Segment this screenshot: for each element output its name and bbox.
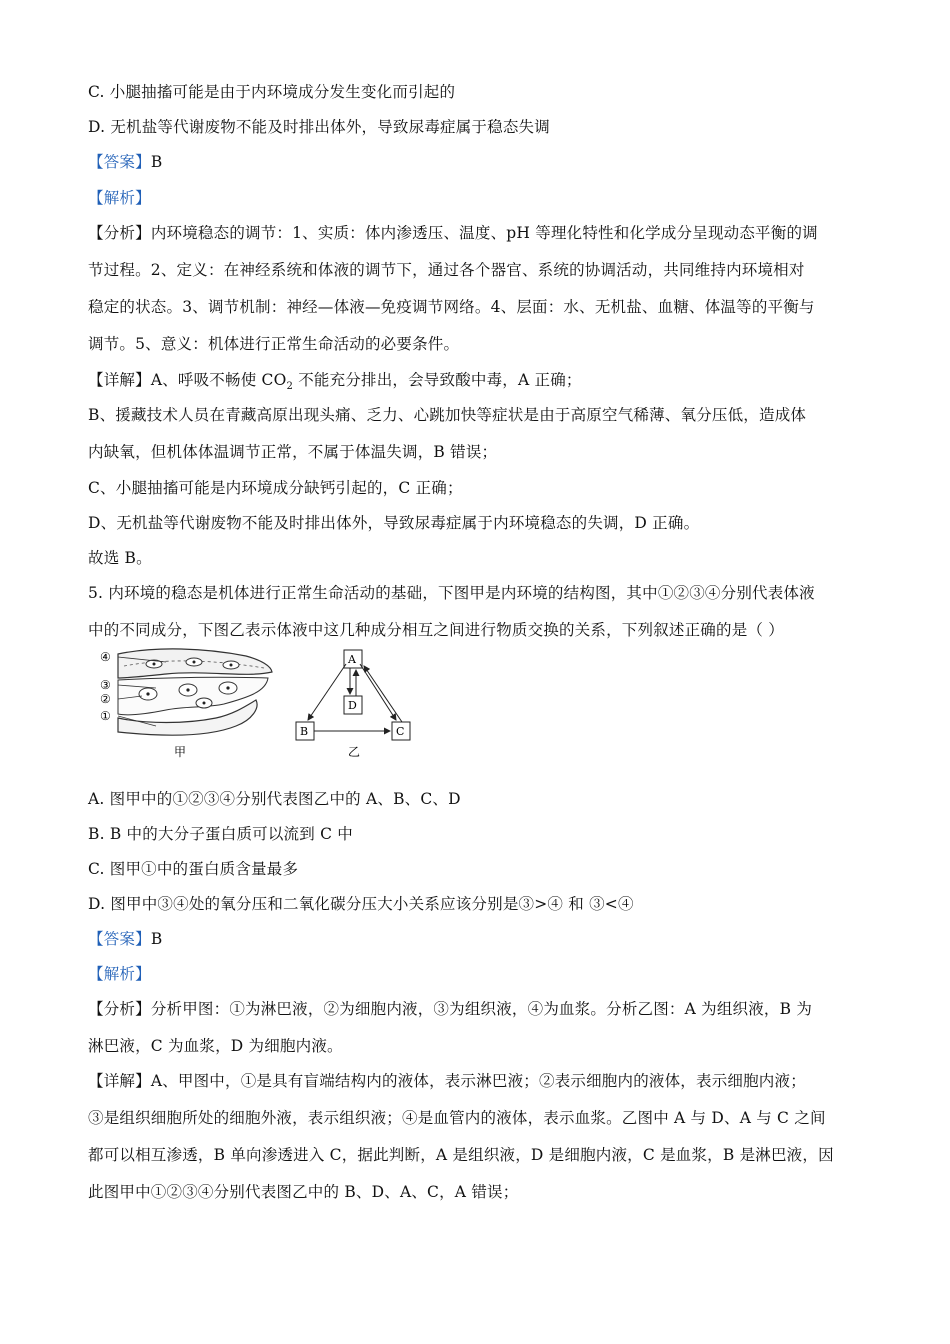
answer-value: B [150,153,163,171]
box-b-label: B [300,725,309,738]
q5-answer [88,929,878,949]
q5-fenxi-line-1 [88,999,878,1019]
q5-analysis-tag: 【解析】 [88,965,151,983]
label-4: ④ [100,650,111,664]
detail-tag: 【详解】 [88,371,151,389]
detail-a-before: A、呼吸不畅使 CO [150,371,287,389]
q5-option-d: D. 图甲中③④处的氧分压和二氧化碳分压大小关系应该分别是③>④ 和 ③<④ [88,895,634,913]
caption-jia: 甲 [174,745,187,759]
fenxi-tag: 【分析】 [88,224,151,242]
box-c-label: C [396,725,405,738]
q4-fenxi-line-3: 稳定的状态。3、调节机制：神经—体液—免疫调节网络。4、层面：水、无机盐、血糖、体温等的平衡与 [88,298,815,316]
q5-option-a: A. 图甲中的①②③④分别代表图乙中的 A、B、C、D [88,790,461,808]
box-a-label: A [348,653,356,666]
q5-detail-line-3: 都可以相互渗透，B 单向渗透进入 C，据此判断，A 是组织液，D 是细胞内液，C 是血浆，B 是淋巴液，因 [88,1146,834,1164]
fenxi-text: 内环境稳态的调节：1、实质：体内渗透压、温度、pH 等理化特性和化学成分呈现动态平衡的调 [150,224,818,242]
q4-detail-b-2: 内缺氧，但机体体温调节正常，不属于体温失调，B 错误； [88,443,498,461]
q4-detail-c: C、小腿抽搐可能是内环境成分缺钙引起的，C 正确； [88,479,463,497]
detail-text: A、甲图中，①是具有盲端结构内的液体，表示淋巴液；②表示细胞内的液体，表示细胞内液； [150,1072,806,1090]
figure-yi [290,648,420,763]
detail-a-after: 不能充分排出，会导致酸中毒，A 正确； [293,371,582,389]
arrow-c-a [364,666,402,722]
q4-analysis-tag: 【解析】 [88,189,151,207]
q5-fenxi-line-2: 淋巴液，C 为血浆，D 为细胞内液。 [88,1037,343,1055]
q4-option-c: C. 小腿抽搐可能是由于内环境成分发生变化而引起的 [88,83,456,101]
q5-option-b: B. B 中的大分子蛋白质可以流到 C 中 [88,825,353,843]
q5-stem-2: 中的不同成分，下图乙表示体液中这几种成分相互之间进行物质交换的关系，下列叙述正确的是（ ） [88,621,784,639]
answer-value: B [150,930,163,948]
q5-detail-line-4: 此图甲中①②③④分别代表图乙中的 B、D、A、C，A 错误； [88,1183,519,1201]
q4-detail-b-1: B、援藏技术人员在青藏高原出现头痛、乏力、心跳加快等症状是由于高原空气稀薄、氧分压低，造成体 [88,406,807,424]
q4-option-d: D. 无机盐等代谢废物不能及时排出体外，导致尿毒症属于稳态失调 [88,118,550,136]
fenxi-tag: 【分析】 [88,1000,151,1018]
q4-fenxi-line-1 [88,223,878,243]
detail-tag: 【详解】 [88,1072,151,1090]
q4-conclusion: 故选 B。 [88,549,152,567]
label-3: ③ [100,678,111,692]
q4-fenxi-line-4: 调节。5、意义：机体进行正常生命活动的必要条件。 [88,335,460,353]
answer-tag: 【答案】 [88,930,151,948]
figure-yi-diagram [290,648,420,763]
arrow-a-c [360,664,396,720]
figure-jia-diagram [96,648,281,763]
box-d-label: D [348,699,357,712]
q5-detail-line-2: ③是组织细胞所处的细胞外液，表示组织液；④是血管内的液体，表示血浆。乙图中 A 与 D、A 与 C 之间 [88,1109,826,1127]
fenxi-text: 分析甲图：①为淋巴液，②为细胞内液，③为组织液，④为血浆。分析乙图：A 为组织液，B 为 [150,1000,813,1018]
q5-detail-line-1 [88,1071,878,1091]
caption-yi: 乙 [348,745,361,759]
q4-answer [88,152,878,172]
q5-stem-1: 5. 内环境的稳态是机体进行正常生命活动的基础，下图甲是内环境的结构图，其中①②③④分别代表体液 [88,584,815,602]
q4-fenxi-line-2: 节过程。2、定义：在神经系统和体液的调节下，通过各个器官、系统的协调活动，共同维持内环境相对 [88,261,805,279]
answer-tag: 【答案】 [88,153,151,171]
label-2: ② [100,692,111,706]
arrow-a-b [308,664,346,720]
q4-detail-d: D、无机盐等代谢废物不能及时排出体外，导致尿毒症属于内环境稳态的失调，D 正确。 [88,514,700,532]
q5-option-c: C. 图甲①中的蛋白质含量最多 [88,860,299,878]
figure-jia [96,648,281,763]
label-1: ① [100,709,111,723]
detail-a-sub: 2 [286,381,294,393]
q4-detail-a [88,370,878,397]
